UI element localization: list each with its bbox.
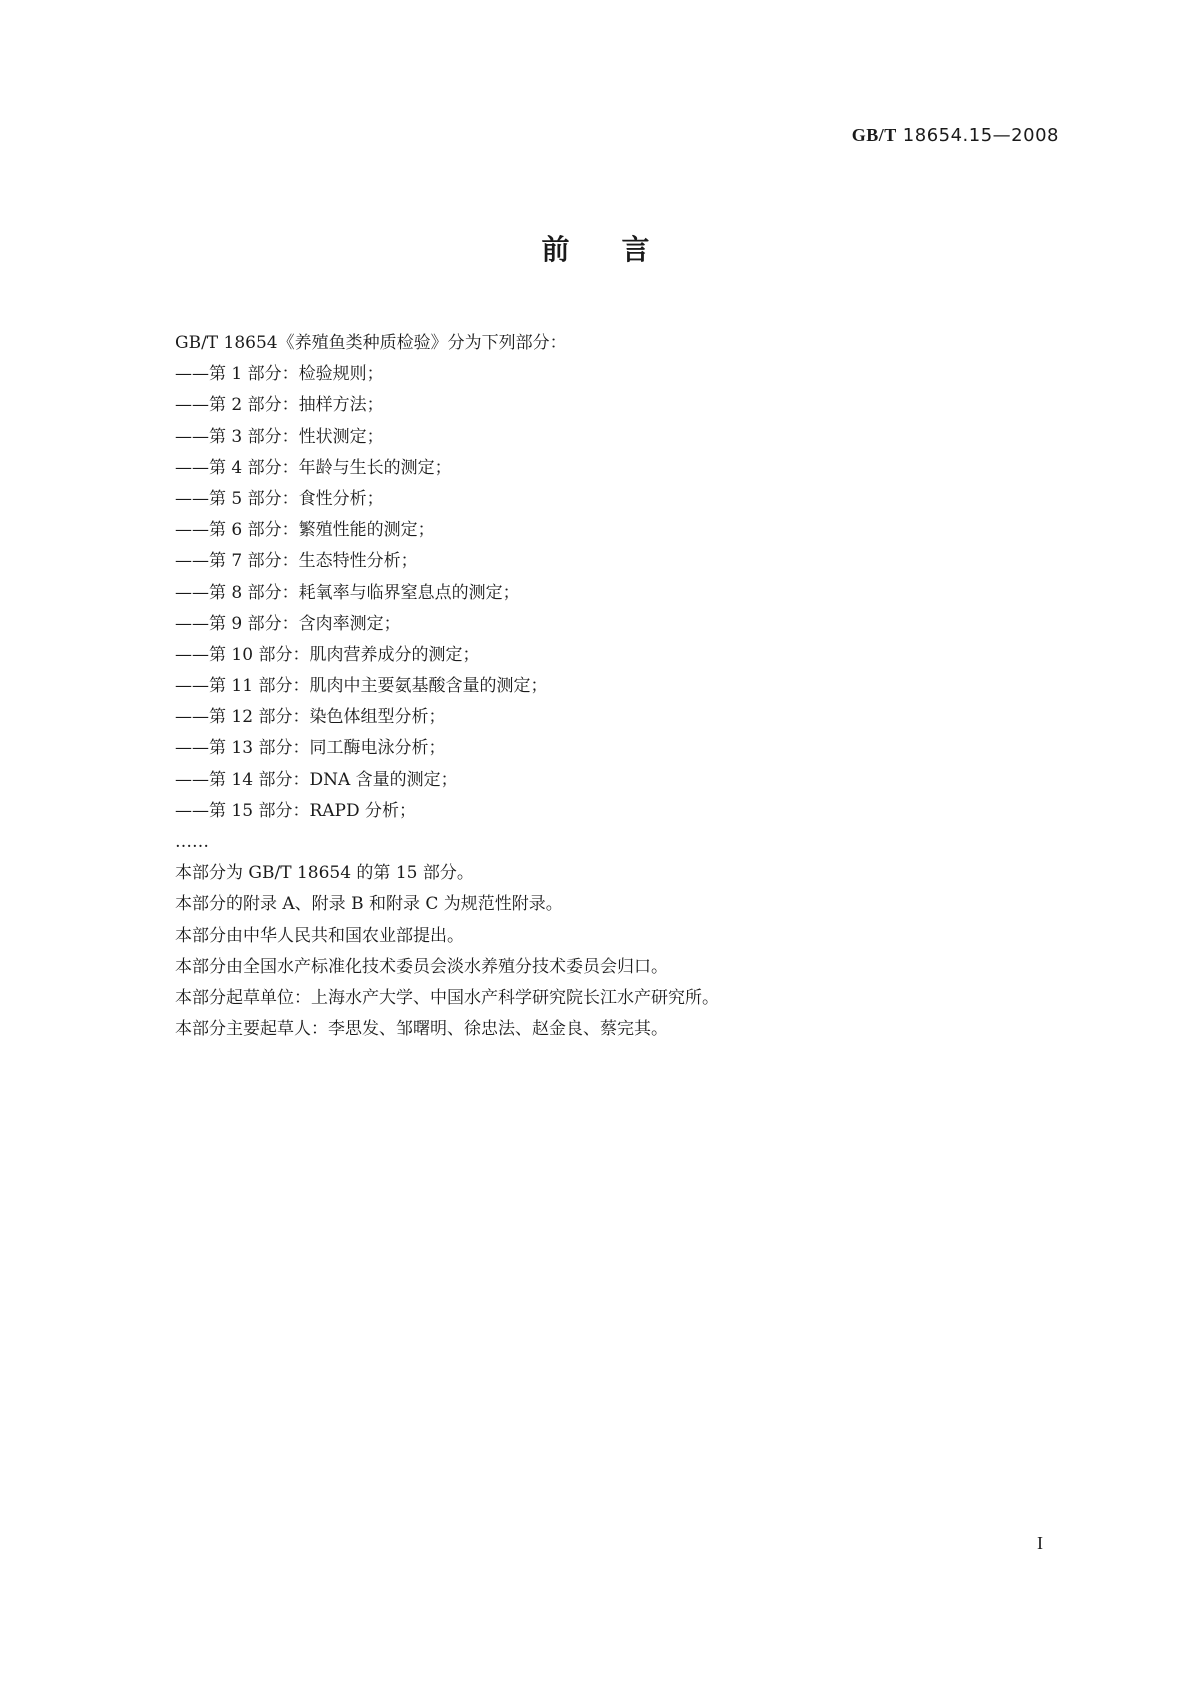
part-list-item: ——第 3 部分：性状测定； — [175, 426, 384, 447]
part-list-item: ——第 2 部分：抽样方法； — [175, 395, 384, 416]
part-list-item: ——第 8 部分：耗氧率与临界窒息点的测定； — [175, 582, 520, 603]
part-list-item: ——第 5 部分：食性分析； — [175, 488, 384, 509]
standard-number: 18654.15—2008 — [902, 125, 1059, 146]
part-list-item: ——第 11 部分：肌肉中主要氨基酸含量的测定； — [175, 676, 548, 697]
statement-line: 本部分由全国水产标准化技术委员会淡水养殖分技术委员会归口。 — [175, 956, 668, 977]
part-list-item: ——第 10 部分：肌肉营养成分的测定； — [175, 644, 480, 665]
intro-line: GB/T 18654《养殖鱼类种质检验》分为下列部分： — [175, 333, 567, 353]
part-list-item: ——第 1 部分：检验规则； — [175, 364, 384, 385]
statement-line: 本部分由中华人民共和国农业部提出。 — [175, 925, 464, 946]
statement-line: 本部分主要起草人：李思发、邹曙明、徐忠法、赵金良、蔡完其。 — [175, 1019, 668, 1040]
standard-prefix: GB/T — [851, 125, 897, 145]
part-list-item: ——第 14 部分：DNA 含量的测定； — [175, 769, 458, 790]
statement-line: 本部分起草单位：上海水产大学、中国水产科学研究院长江水产研究所。 — [175, 987, 719, 1008]
page-title — [0, 228, 1191, 268]
foreword-body — [175, 328, 1055, 1045]
part-list-item: ——第 13 部分：同工酶电泳分析； — [175, 738, 446, 759]
standard-header — [852, 125, 1059, 146]
page-title-char-2: 言 — [621, 233, 650, 266]
page-title-char-1: 前 — [541, 233, 570, 266]
part-list-item: ——第 6 部分：繁殖性能的测定； — [175, 520, 435, 541]
statement-line: 本部分的附录 A、附录 B 和附录 C 为规范性附录。 — [175, 894, 563, 915]
ellipsis: …… — [175, 832, 209, 852]
part-list-item: ——第 12 部分：染色体组型分析； — [175, 707, 446, 728]
statement-line: 本部分为 GB/T 18654 的第 15 部分。 — [175, 863, 474, 884]
part-list-item: ——第 15 部分：RAPD 分析； — [175, 800, 416, 821]
page-number: I — [1037, 1533, 1043, 1553]
part-list-item: ——第 9 部分：含肉率测定； — [175, 613, 401, 634]
part-list-item: ——第 4 部分：年龄与生长的测定； — [175, 457, 452, 478]
part-list-item: ——第 7 部分：生态特性分析； — [175, 551, 418, 572]
